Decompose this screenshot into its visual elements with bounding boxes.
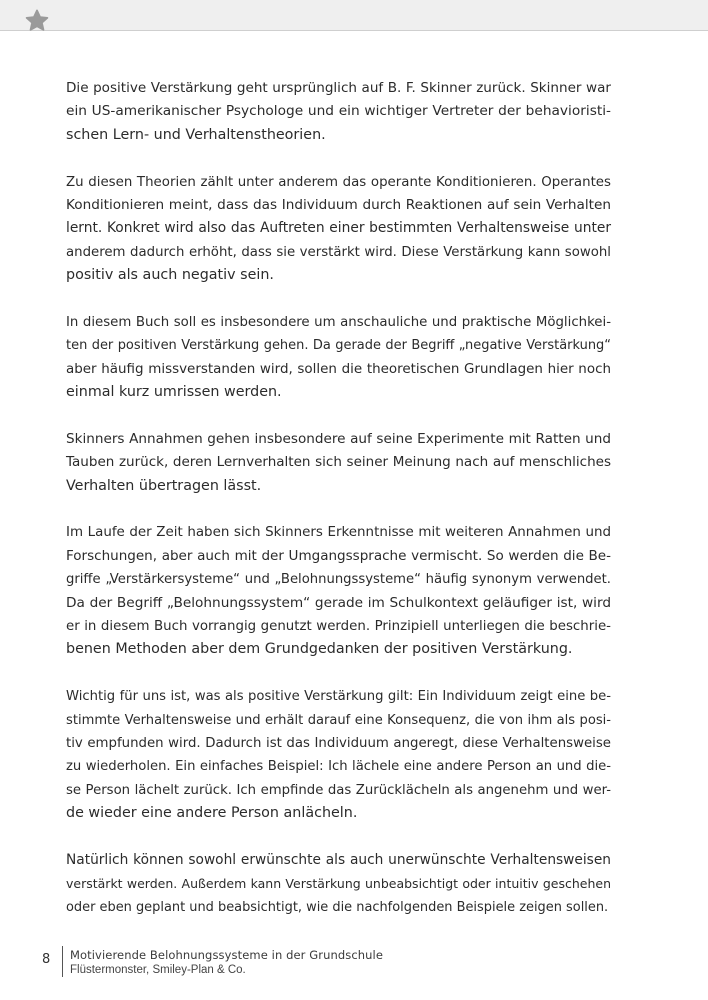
paragraph bbox=[66, 849, 611, 919]
paragraph bbox=[66, 521, 611, 661]
text-line: Im Laufe der Zeit haben sich Skinners Erkenntnisse mit weiteren Annahmen und bbox=[66, 525, 611, 541]
page-number: 8 bbox=[42, 952, 51, 967]
text-line: einmal kurz umrissen werden. bbox=[66, 384, 282, 401]
text-line: benen Methoden aber dem Grundgedanken der positiven Verstärkung. bbox=[66, 641, 573, 658]
text-line: griffe „Verstärkersysteme“ und „Belohnungssysteme“ häufig synonym verwendet. bbox=[66, 572, 611, 588]
text-line: oder eben geplant und beabsichtigt, wie die nachfolgenden Beispiele zeigen sollen. bbox=[66, 899, 609, 915]
paragraph bbox=[66, 685, 611, 825]
text-line: ein US-amerikanischer Psychologe und ein wichtiger Vertreter der behavioristi- bbox=[66, 103, 611, 120]
text-line: stimmte Verhaltensweise und erhält darauf eine Konsequenz, die von ihm als posi- bbox=[66, 712, 611, 728]
paragraph bbox=[66, 171, 611, 288]
text-line: tiv empfunden wird. Dadurch ist das Individuum angeregt, diese Verhaltensweise bbox=[66, 735, 611, 751]
paragraph bbox=[66, 77, 611, 147]
text-line: zu wiederholen. Ein einfaches Beispiel: Ich lächele eine andere Person an und die- bbox=[66, 759, 611, 775]
text-line: Forschungen, aber auch mit der Umgangssprache vermischt. So werden die Be- bbox=[66, 547, 611, 564]
star-icon bbox=[24, 8, 50, 34]
page-footer bbox=[0, 944, 708, 984]
text-line: Da der Begriff „Belohnungssystem“ gerade im Schulkontext geläufiger ist, wird bbox=[66, 594, 611, 611]
text-line: anderem dadurch erhöht, dass sie verstärkt wird. Diese Verstärkung kann sowohl bbox=[66, 244, 611, 260]
text-line: Konditionieren meint, dass das Individuum durch Reaktionen auf sein Verhalten bbox=[66, 196, 611, 213]
text-line: er in diesem Buch vorrangig genutzt werden. Prinzipiell unterliegen die beschrie- bbox=[66, 618, 611, 634]
text-line: Wichtig für uns ist, was als positive Verstärkung gilt: Ein Individuum zeigt eine be- bbox=[66, 689, 611, 705]
text-line: Natürlich können sowohl erwünschte als auch unerwünschte Verhaltensweisen bbox=[66, 851, 611, 868]
text-line: Skinners Annahmen gehen insbesondere auf seine Experimente mit Ratten und bbox=[66, 430, 611, 447]
text-line: positiv als auch negativ sein. bbox=[66, 267, 274, 284]
text-line: verstärkt werden. Außerdem kann Verstärkung unbeabsichtigt oder intuitiv geschehen bbox=[66, 876, 611, 892]
paragraph bbox=[66, 311, 611, 405]
book-title: Motivierende Belohnungssysteme in der Grundschule bbox=[70, 948, 384, 962]
text-line: se Person lächelt zurück. Ich empfinde das Zurücklächeln als angenehm und wer- bbox=[66, 782, 611, 798]
body-text bbox=[66, 77, 611, 942]
text-line: In diesem Buch soll es insbesondere um anschauliche und praktische Möglichkei- bbox=[66, 314, 611, 330]
book-subtitle: Flüstermonster, Smiley-Plan & Co. bbox=[70, 964, 246, 976]
text-line: de wieder eine andere Person anlächeln. bbox=[66, 805, 358, 822]
text-line: Zu diesen Theorien zählt unter anderem das operante Konditionieren. Operantes bbox=[66, 174, 611, 190]
text-line: Tauben zurück, deren Lernverhalten sich seiner Meinung nach auf menschliches bbox=[66, 454, 611, 471]
text-line: schen Lern- und Verhaltenstheorien. bbox=[66, 126, 326, 143]
text-line: Verhalten übertragen lässt. bbox=[66, 477, 262, 494]
text-line: Die positive Verstärkung geht ursprünglich auf B. F. Skinner zurück. Skinner war bbox=[66, 80, 611, 96]
paragraph bbox=[66, 428, 611, 498]
page-header-band bbox=[0, 0, 708, 31]
footer-divider bbox=[62, 946, 63, 977]
text-line: ten der positiven Verstärkung gehen. Da gerade der Begriff „negative Verstärkung“ bbox=[66, 338, 611, 354]
text-line: aber häufig missverstanden wird, sollen die theoretischen Grundlagen hier noch bbox=[66, 361, 611, 377]
text-line: lernt. Konkret wird also das Auftreten einer bestimmten Verhaltensweise unter bbox=[66, 220, 611, 237]
